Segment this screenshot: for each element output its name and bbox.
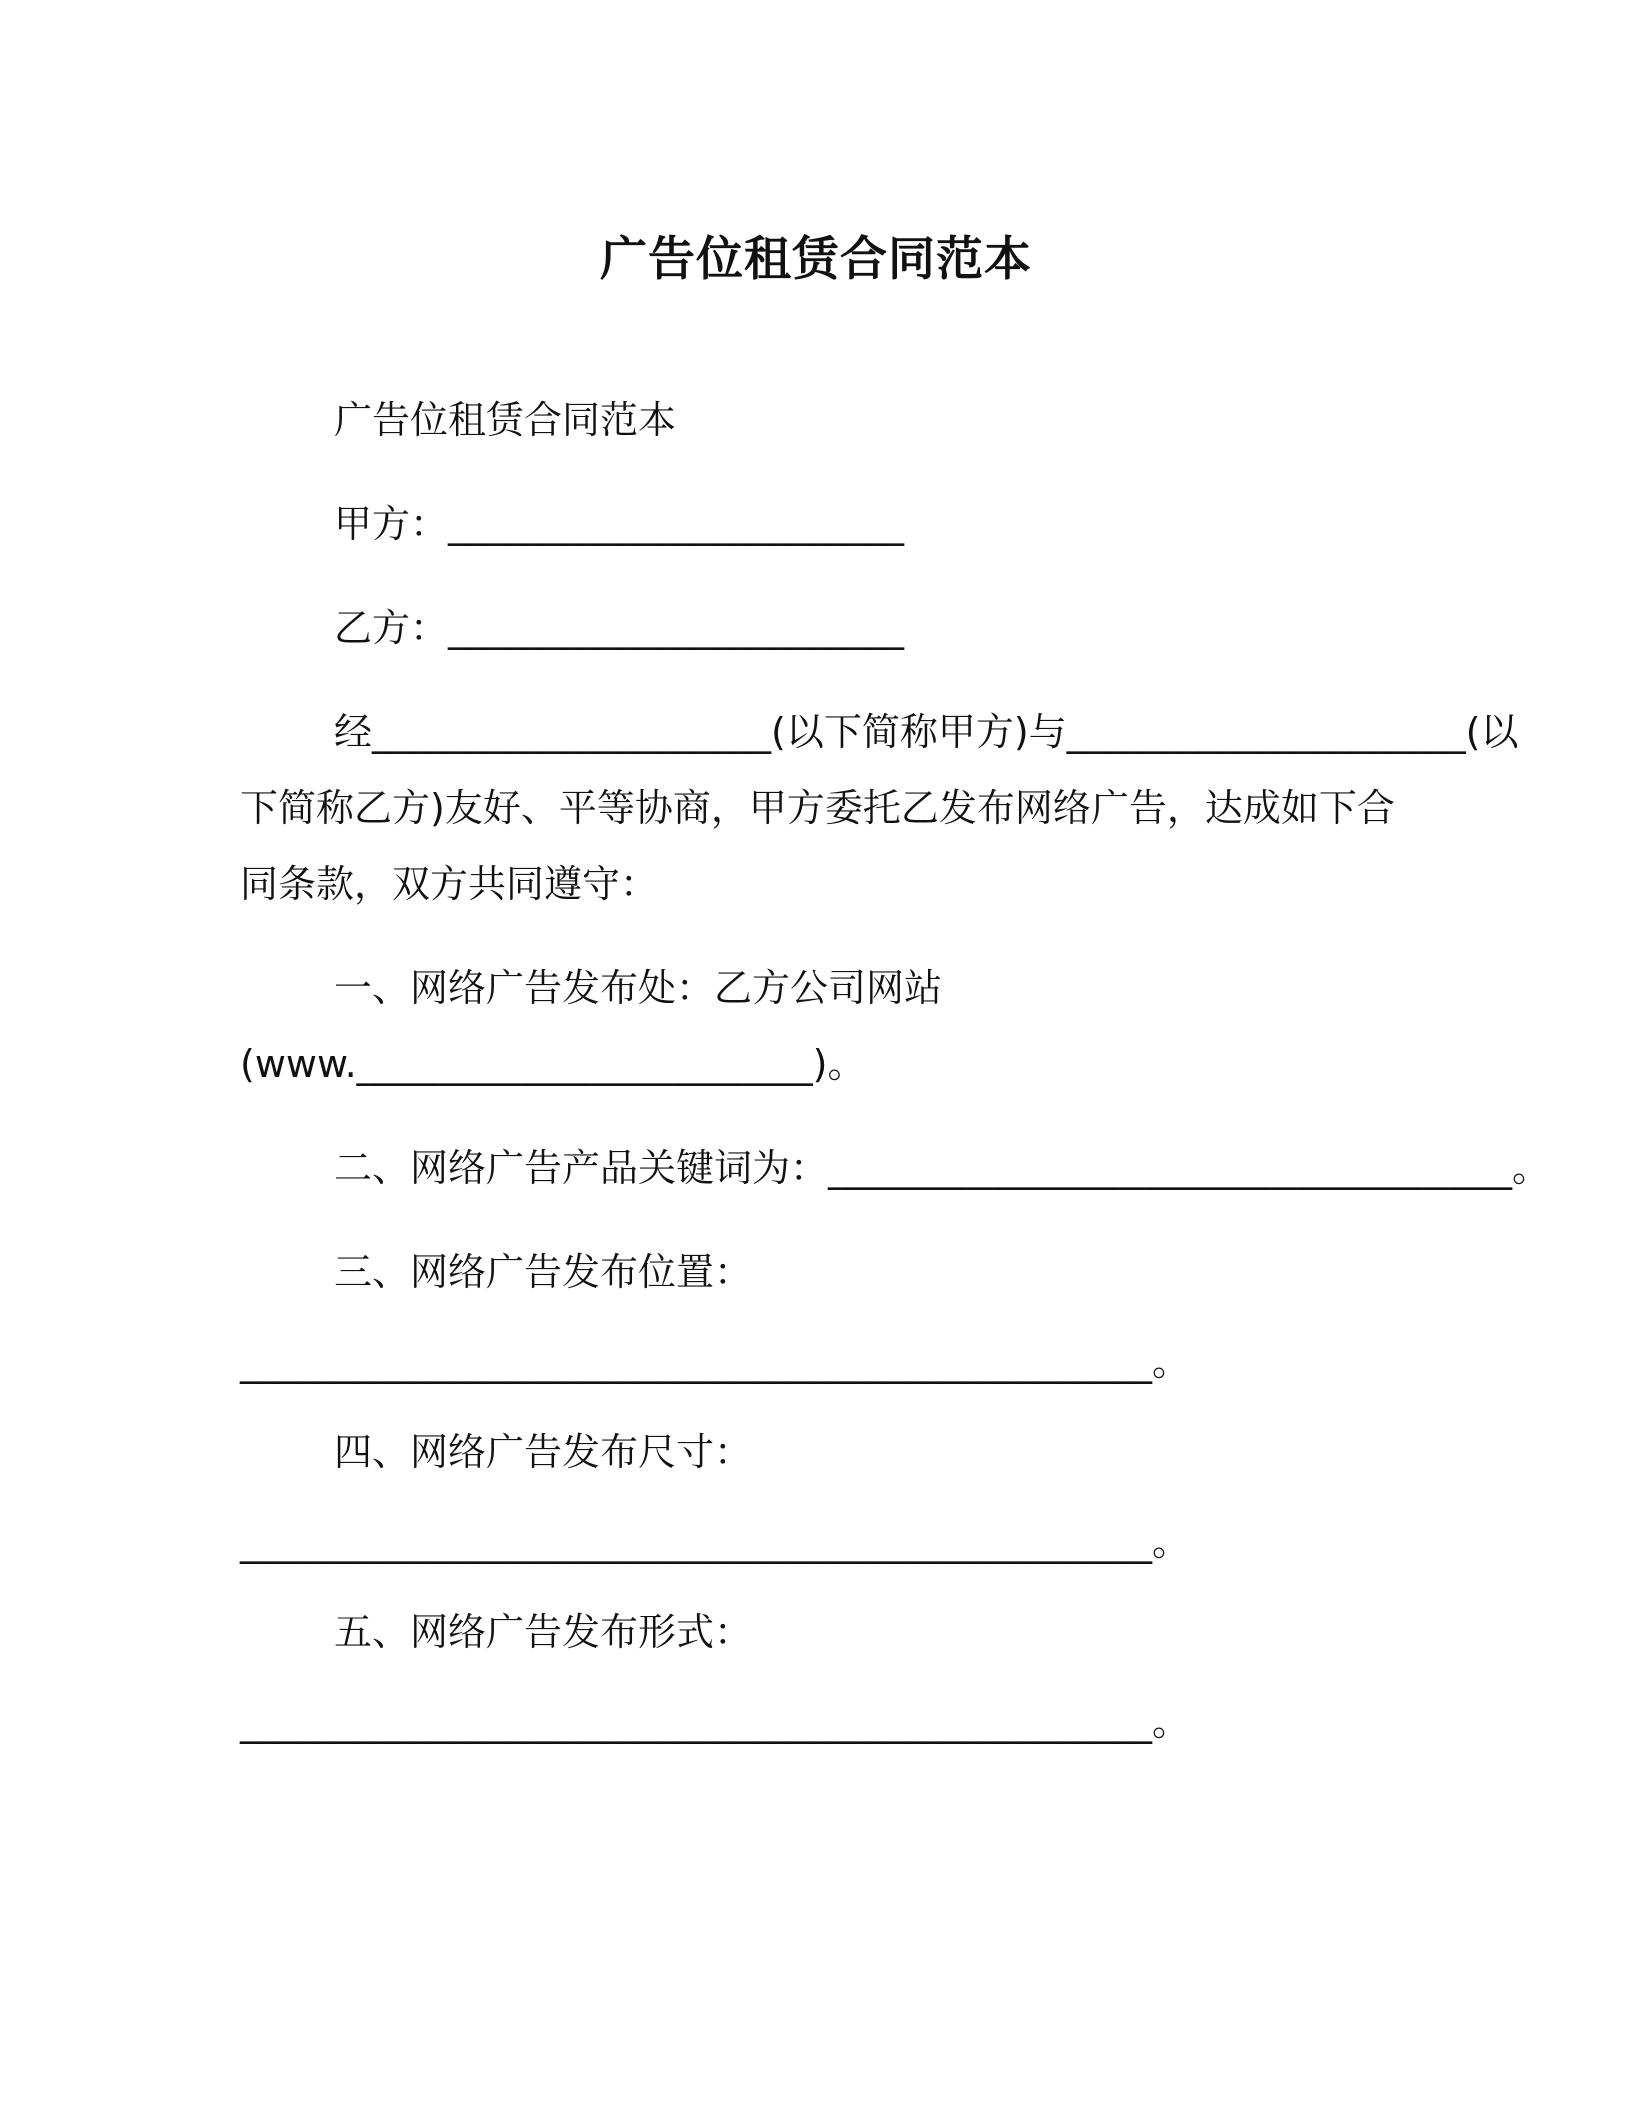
clause-4-line-2: ________________________________________________。 — [240, 1520, 1191, 1564]
party-b-line: 乙方：________________________ — [334, 606, 905, 650]
clause-3-line-1: 三、网络广告发布位置： — [334, 1250, 753, 1294]
clause-5-line-2: ________________________________________________。 — [240, 1700, 1191, 1744]
document-title: 广告位租赁合同范本 — [600, 232, 1032, 287]
clause-4-line-1: 四、网络广告发布尺寸： — [334, 1430, 753, 1474]
party-a-line: 甲方：________________________ — [334, 502, 905, 546]
subtitle: 广告位租赁合同范本 — [334, 398, 677, 442]
clause-2-line-1: 二、网络广告产品关键词为：____________________________________。 — [334, 1146, 1551, 1190]
intro-line-1: 经_____________________(以下简称甲方)与_____________________(以 — [334, 710, 1519, 754]
intro-line-2: 下简称乙方)友好、平等协商，甲方委托乙发布网络广告，达成如下合 — [240, 786, 1395, 830]
intro-line-3: 同条款，双方共同遵守： — [240, 862, 659, 906]
clause-5-line-1: 五、网络广告发布形式： — [334, 1610, 753, 1654]
clause-3-line-2: ________________________________________________。 — [240, 1340, 1191, 1384]
clause-1-line-2: (www.________________________)。 — [240, 1042, 866, 1086]
clause-1-line-1: 一、网络广告发布处：乙方公司网站 — [334, 966, 943, 1010]
